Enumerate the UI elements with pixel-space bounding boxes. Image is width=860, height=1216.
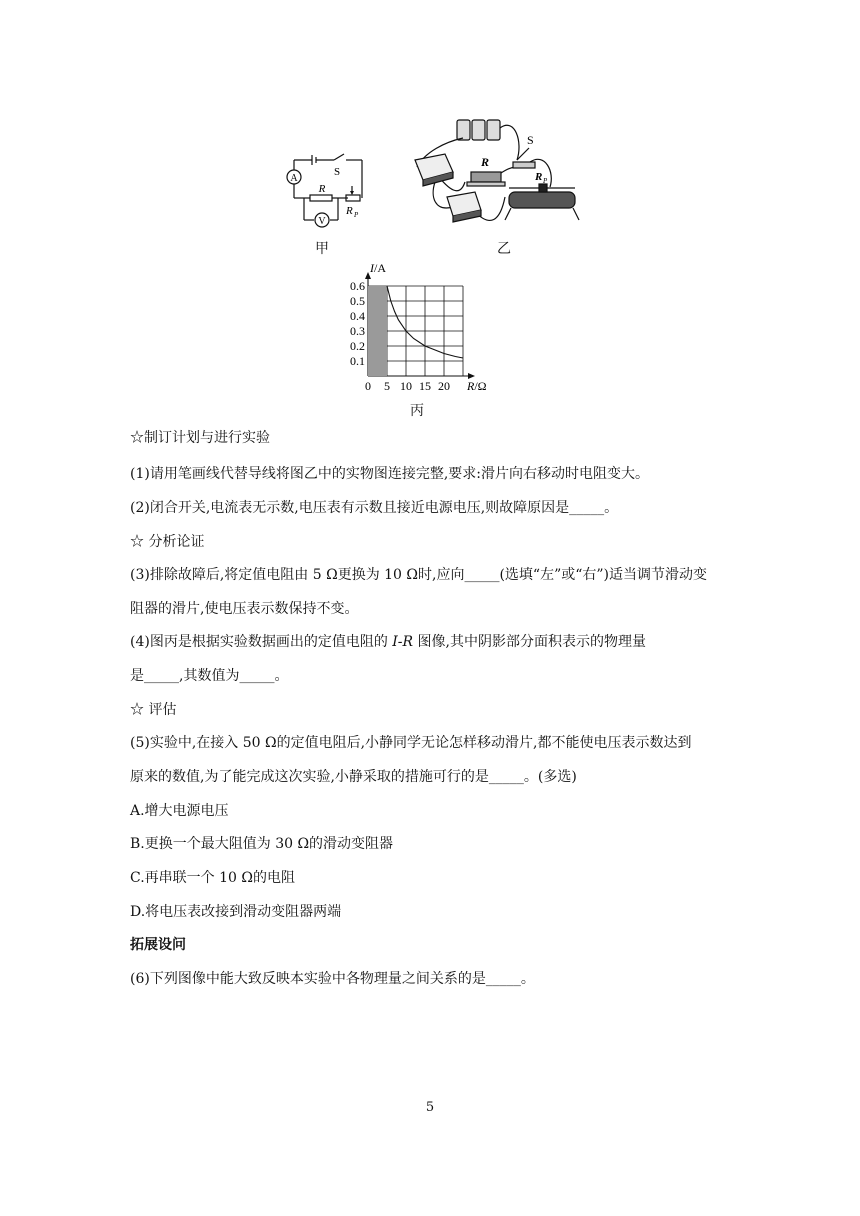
- y-tick-label: 0.2: [350, 339, 365, 353]
- x-tick-label: 20: [438, 379, 450, 393]
- circuit-diagram-jia: [282, 150, 372, 230]
- question-5-line-1: (5)实验中,在接入 50 Ω的定值电阻后,小静同学无论怎样移动滑片,都不能使电压表示数达到: [130, 735, 692, 751]
- y-tick-label: 0.3: [350, 324, 365, 338]
- question-1: (1)请用笔画线代替导线将图乙中的实物图连接完整,要求:滑片向右移动时电阻变大。: [130, 466, 649, 482]
- x-tick-label: 5: [384, 379, 390, 393]
- page-number: 5: [425, 1100, 435, 1115]
- y-axis-label: I/A: [370, 261, 386, 275]
- shaded-area: [368, 286, 387, 376]
- rheostat-sub-label: P: [354, 211, 359, 219]
- section-heading-evaluate: ☆ 评估: [130, 702, 177, 718]
- x-tick-label: 0: [365, 379, 371, 393]
- y-tick-label: 0.1: [350, 354, 365, 368]
- apparatus-rheostat-sub-label: P: [543, 177, 548, 185]
- section-heading-analysis: ☆ 分析论证: [130, 534, 205, 550]
- option-d: D.将电压表改接到滑动变阻器两端: [130, 904, 342, 920]
- y-tick-label: 0.5: [350, 294, 365, 308]
- x-tick-label: 10: [400, 379, 412, 393]
- question-4-line-2: 是_____,其数值为_____。: [130, 668, 289, 684]
- voltmeter-label: V: [318, 216, 326, 227]
- question-6: (6)下列图像中能大致反映本实验中各物理量之间关系的是_____。: [130, 971, 535, 987]
- switch-label: S: [333, 166, 341, 178]
- rheostat-label: R: [346, 205, 353, 217]
- i-r-chart: [340, 258, 515, 403]
- question-3-line-1: (3)排除故障后,将定值电阻由 5 Ω更换为 10 Ω时,应向_____(选填“左”或“右”)适当调节滑动变: [130, 567, 708, 583]
- question-4-text-a: (4)图丙是根据实验数据画出的定值电阻的: [130, 634, 393, 650]
- y-tick-label: 0.6: [350, 279, 365, 293]
- figure-caption-yi: 乙: [497, 241, 511, 257]
- ammeter-label: A: [290, 173, 298, 184]
- section-heading-extension: 拓展设问: [130, 937, 186, 953]
- apparatus-switch-label: S: [527, 133, 534, 147]
- x-axis-label: R/Ω: [467, 379, 487, 393]
- question-4-italic: I-R: [392, 634, 414, 650]
- question-4-text-b: 图像,其中阴影部分面积表示的物理量: [413, 634, 646, 650]
- option-c: C.再串联一个 10 Ω的电阻: [130, 870, 295, 886]
- question-5-line-2: 原来的数值,为了能完成这次实验,小静采取的措施可行的是_____。(多选): [130, 769, 577, 785]
- apparatus-resistor-label: R: [480, 155, 490, 169]
- option-b: B.更换一个最大阻值为 30 Ω的滑动变阻器: [130, 836, 394, 852]
- figure-caption-jia: 甲: [315, 241, 329, 257]
- question-2: (2)闭合开关,电流表无示数,电压表有示数且接近电源电压,则故障原因是_____。: [130, 500, 619, 516]
- x-tick-label: 15: [419, 379, 431, 393]
- question-4-line-1: [130, 632, 646, 652]
- resistor-label: R: [318, 183, 326, 195]
- apparatus-rheostat-label: R: [535, 171, 543, 183]
- option-a: A.增大电源电压: [130, 803, 229, 819]
- figure-caption-bing: 丙: [410, 403, 424, 419]
- y-tick-label: 0.4: [350, 309, 365, 323]
- section-heading-plan: ☆制订计划与进行实验: [130, 430, 270, 446]
- apparatus-drawing-yi: [405, 112, 590, 237]
- question-3-line-2: 阻器的滑片,使电压表示数保持不变。: [130, 601, 359, 617]
